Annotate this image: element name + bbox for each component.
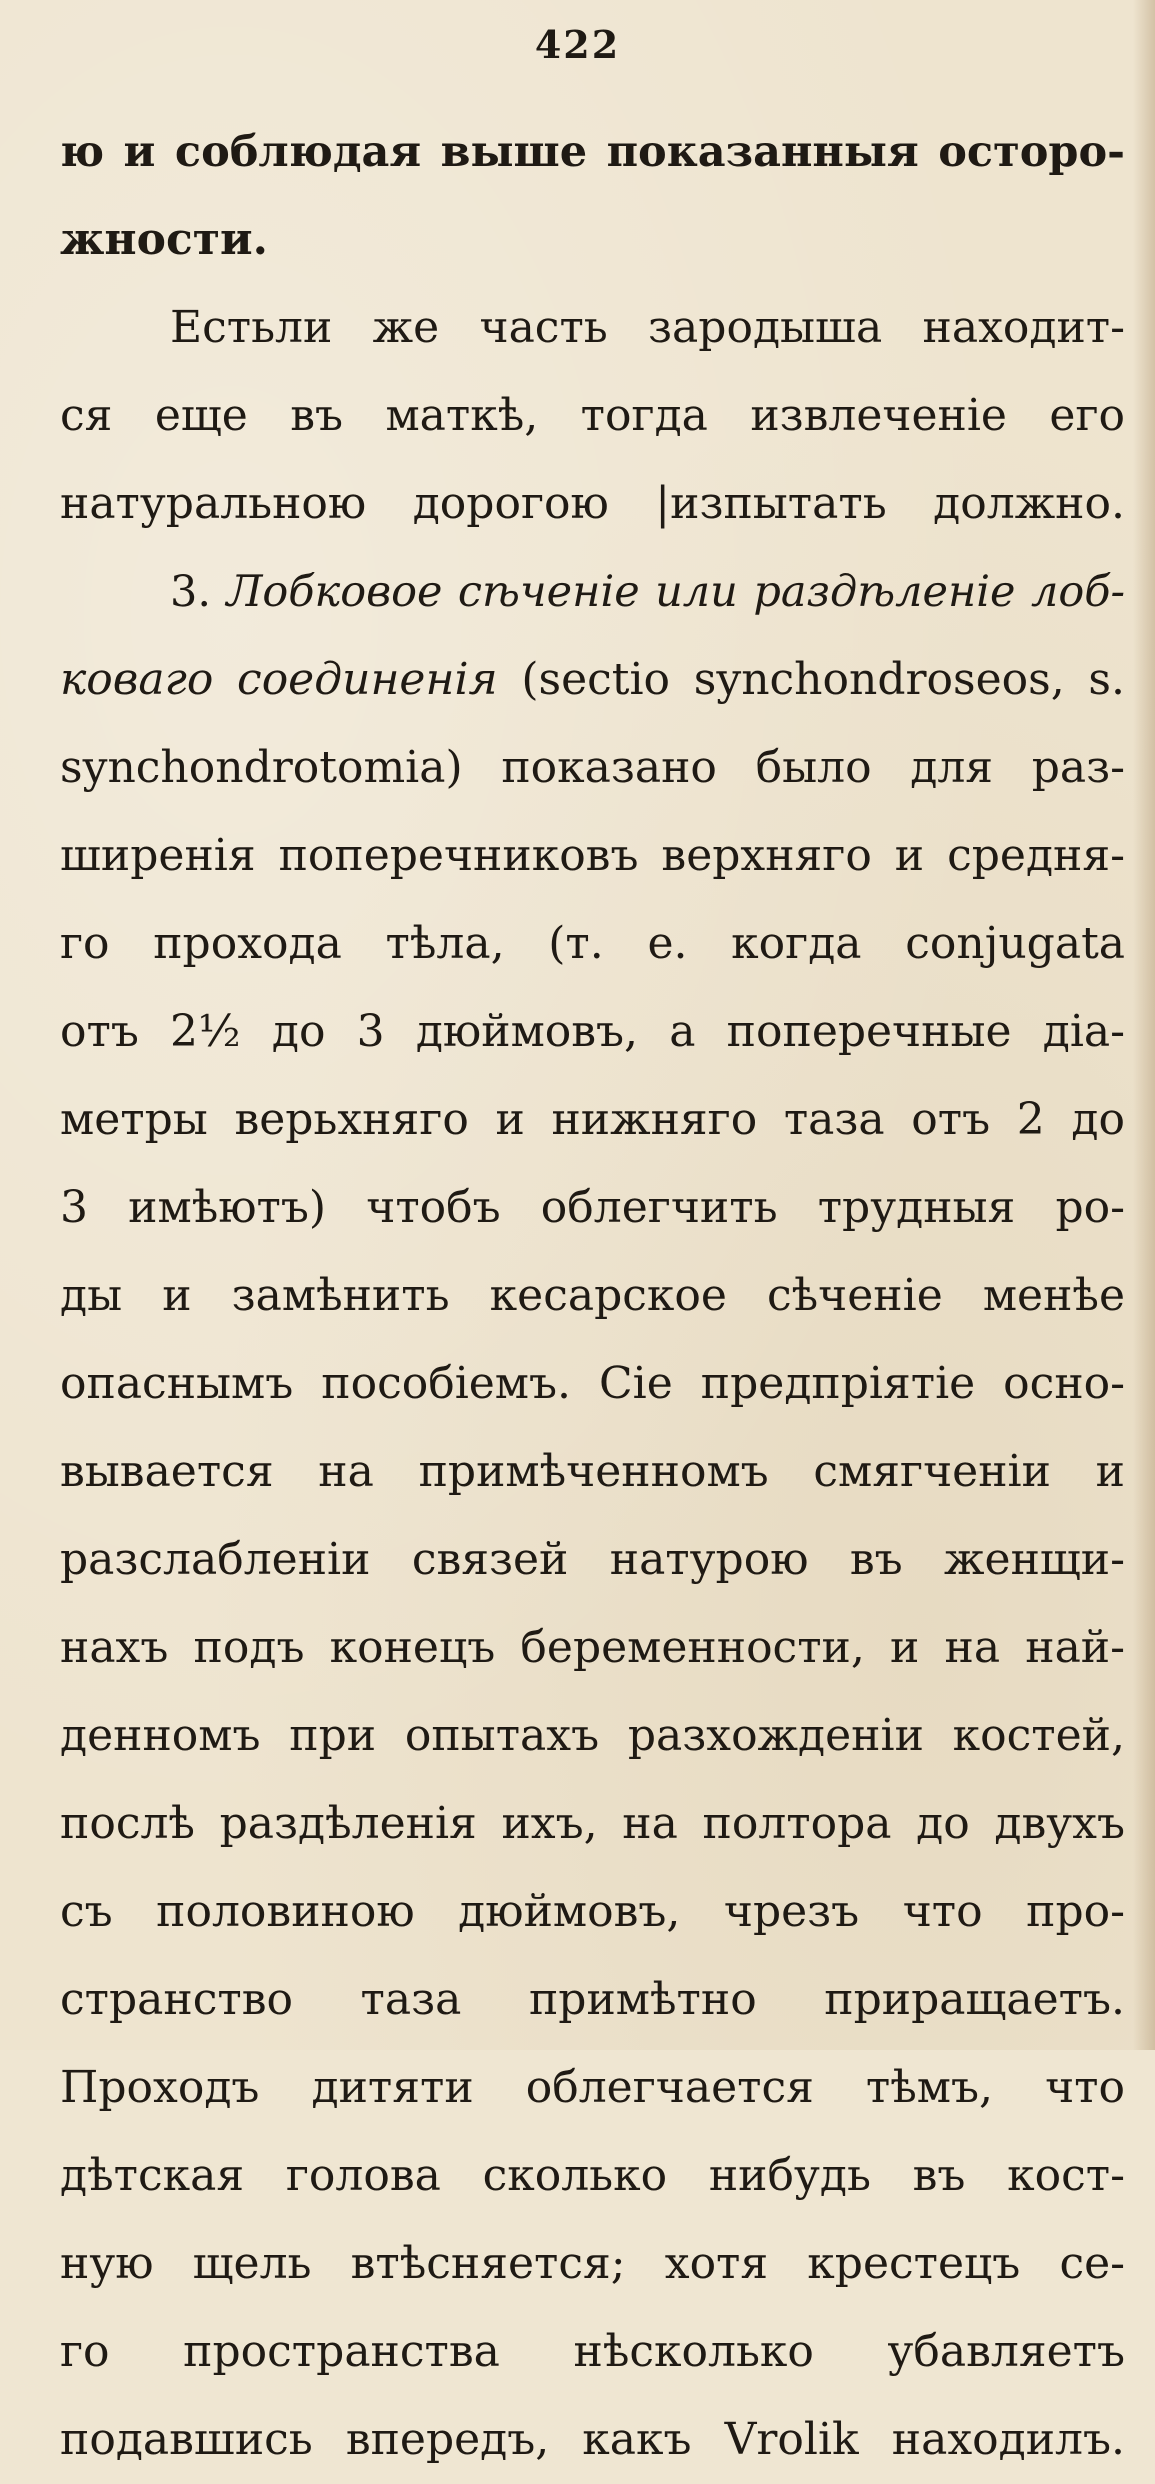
text-line: жности. [60,214,268,265]
text-line: вывается на примѣченномъ смягченіи и [60,1446,1125,1497]
text-line: отъ 2½ до 3 дюймовъ, а поперечные діа- [60,1006,1125,1057]
page-number: 422 [534,22,621,67]
text-line: Естьли же часть зародыша находит- [170,302,1125,353]
text-line: денномъ при опытахъ разхожденіи костей, [60,1710,1125,1761]
text-line: послѣ раздѣленія ихъ, на полтора до двухъ [60,1798,1125,1849]
italic-term: Лобковое сѣченіе или раздѣленіе лоб- [226,567,1126,617]
body-text [60,108,1125,2484]
text-line: 3 имѣютъ) чтобъ облегчить трудныя ро- [60,1182,1125,1233]
text-line: ся еще въ маткѣ, тогда извлеченіе его [60,390,1125,441]
text-line: ную щель втѣсняется; хотя крестецъ се- [60,2238,1125,2289]
text-line: опаснымъ пособіемъ. Сіе предпріятіе осно- [60,1358,1125,1409]
text-line: разслабленіи связей натурою въ женщи- [60,1534,1125,1585]
text-line: метры верьхняго и нижняго таза отъ 2 до [60,1094,1125,1145]
latin-term: (sectio synchondroseos, s. [497,654,1125,705]
text-line: съ половиною дюймовъ, чрезъ что про- [60,1886,1125,1937]
text-line: ды и замѣнить кесарское сѣченіе менѣе [60,1270,1125,1321]
text-line: натуральною дорогою |изпытать должно. [60,478,1125,529]
section-number: 3. [170,567,227,617]
text-line: го пространства нѣсколько убавляетъ [60,2326,1125,2377]
text-line: дѣтская голова сколько нибудь въ кост- [60,2150,1125,2201]
text-line: ю и соблюдая выше показанныя осторо- [60,127,1125,177]
text-line: подавшись впередъ, какъ Vrolik находилъ. [60,2414,1125,2465]
text-line: странство таза примѣтно приращаетъ. [60,1974,1125,2025]
text-line: Проходъ дитяти облегчается тѣмъ, что [60,2062,1125,2113]
text-line [60,548,1125,636]
text-line: нахъ подъ конецъ беременности, и на най- [60,1622,1125,1673]
italic-term: коваго соединенія [60,654,498,705]
page-edge-shadow [1133,0,1155,2050]
text-line: го прохода тѣла, (т. е. когда conjugata [60,918,1125,969]
text-line: ширенія поперечниковъ верхняго и средня- [60,830,1125,881]
text-line: synchondrotomia) показано было для раз- [60,742,1125,793]
text-line [60,636,1125,724]
